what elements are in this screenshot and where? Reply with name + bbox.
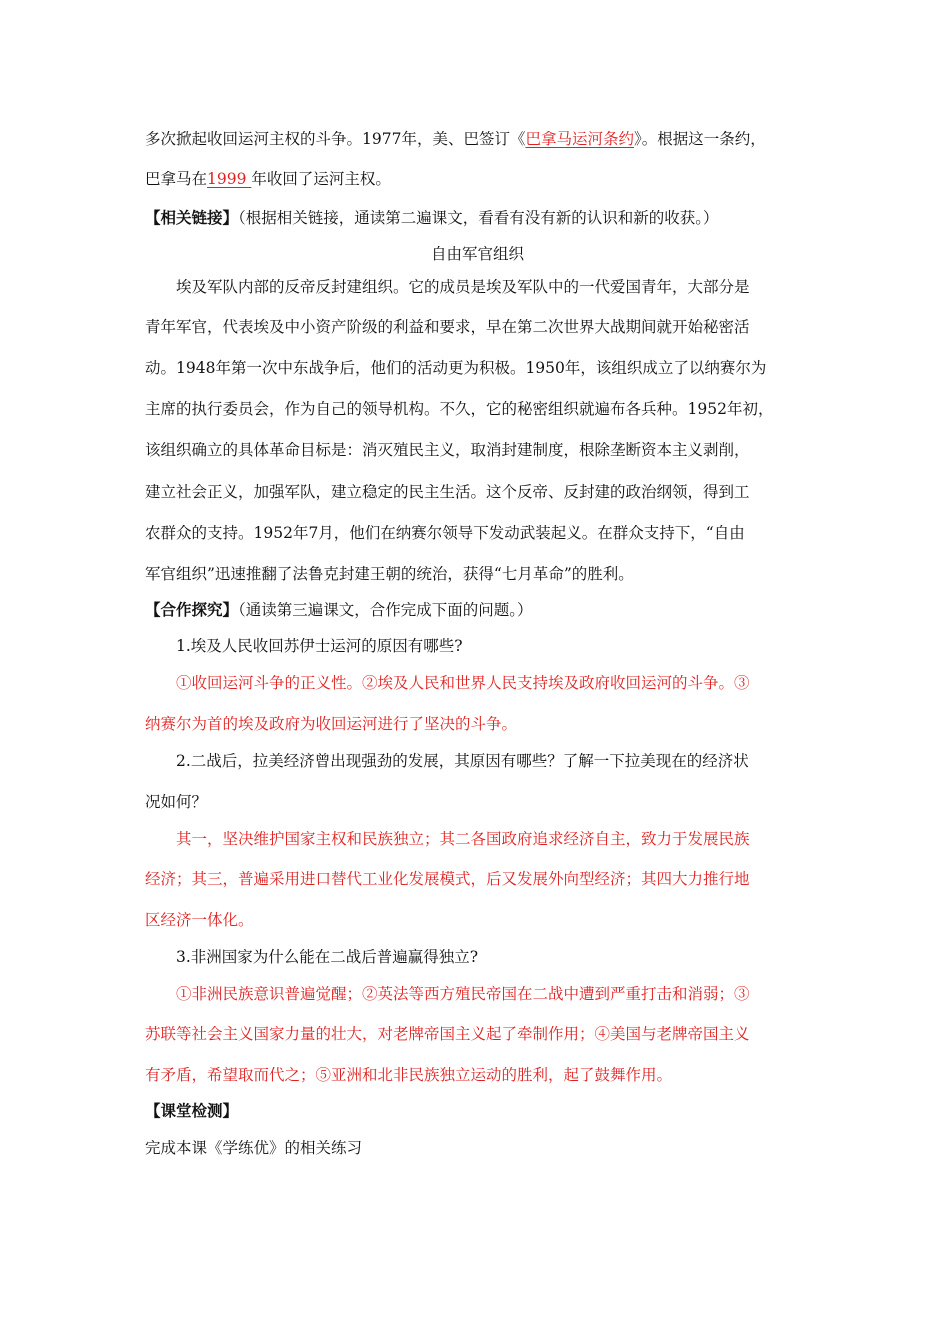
- answer-1-line: ①收回运河斗争的正义性。②埃及人民和世界人民支持埃及政府收回运河的斗争。③: [176, 674, 750, 692]
- cooperation-header: [145, 599, 810, 621]
- intro-text: 巴拿马在: [145, 170, 208, 188]
- section-instruction: （根据相关链接，通读第二遍课文，看看有没有新的认识和新的收获。）: [238, 209, 719, 227]
- question-2-line: 况如何？: [145, 793, 208, 811]
- paragraph-line: 农群众的支持。1952年7月，他们在纳赛尔领导下发动武装起义。在群众支持下，“自由: [145, 524, 745, 542]
- section-instruction: （通读第三遍课文，合作完成下面的问题。）: [238, 601, 533, 619]
- intro-text: 多次掀起收回运河主权的斗争。1977年，美、巴签订《: [145, 130, 526, 148]
- answer-3-line: ①非洲民族意识普遍觉醒；②英法等西方殖民帝国在二战中遭到严重打击和消弱；③: [176, 985, 750, 1003]
- paragraph-line: 埃及军队内部的反帝反封建组织。它的成员是埃及军队中的一代爱国青年，大部分是: [176, 278, 750, 296]
- answer-2-line: 其一，坚决维护国家主权和民族独立；其二各国政府追求经济自主，致力于发展民族: [176, 830, 750, 848]
- classroom-check-text: 完成本课《学练优》的相关练习: [145, 1139, 363, 1157]
- paragraph-line: 该组织确立的具体革命目标是：消灭殖民主义，取消封建制度，根除垄断资本主义剥削，: [145, 441, 750, 459]
- question-1: 1.埃及人民收回苏伊士运河的原因有哪些?: [176, 637, 463, 655]
- section-heading: 【相关链接】: [145, 208, 239, 227]
- paragraph-line: 动。1948年第一次中东战争后，他们的活动更为积极。1950年，该组织成立了以纳赛尔为: [145, 359, 767, 377]
- return-year: 1999: [207, 170, 252, 188]
- question-2-line: 2.二战后，拉美经济曾出现强劲的发展，其原因有哪些？了解一下拉美现在的经济状: [176, 752, 749, 770]
- related-link-title: 自由军官组织: [430, 245, 524, 263]
- intro-text: 年收回了运河主权。: [251, 170, 391, 188]
- question-3: 3.非洲国家为什么能在二战后普遍赢得独立?: [176, 948, 479, 966]
- paragraph-line: 军官组织”迅速推翻了法鲁克封建王朝的统治，获得“七月革命”的胜利。: [145, 565, 634, 583]
- treaty-name: 巴拿马运河条约: [525, 130, 634, 148]
- paragraph-line: 主席的执行委员会，作为自己的领导机构。不久，它的秘密组织就遍布各兵种。1952年初，: [145, 400, 774, 418]
- answer-3-line: 苏联等社会主义国家力量的壮大，对老牌帝国主义起了牵制作用；④美国与老牌帝国主义: [145, 1025, 750, 1043]
- intro-text: 》。根据这一条约，: [633, 130, 766, 148]
- answer-3-line: 有矛盾，希望取而代之；⑤亚洲和北非民族独立运动的胜利，起了鼓舞作用。: [145, 1066, 673, 1084]
- answer-2-line: 经济；其三，普遍采用进口替代工业化发展模式，后又发展外向型经济；其四大力推行地: [145, 870, 750, 888]
- related-link-header: [145, 207, 810, 229]
- paragraph-line: 建立社会正义，加强军队，建立稳定的民主生活。这个反帝、反封建的政治纲领，得到工: [145, 483, 750, 501]
- intro-line-1: [145, 128, 810, 150]
- answer-2-line: 区经济一体化。: [145, 911, 254, 929]
- classroom-check-heading: 【课堂检测】: [145, 1101, 239, 1120]
- intro-line-2: [145, 168, 810, 190]
- section-heading: 【合作探究】: [145, 600, 239, 619]
- paragraph-line: 青年军官，代表埃及中小资产阶级的利益和要求，早在第二次世界大战期间就开始秘密活: [145, 318, 750, 336]
- answer-1-line: 纳赛尔为首的埃及政府为收回运河进行了坚决的斗争。: [145, 715, 518, 733]
